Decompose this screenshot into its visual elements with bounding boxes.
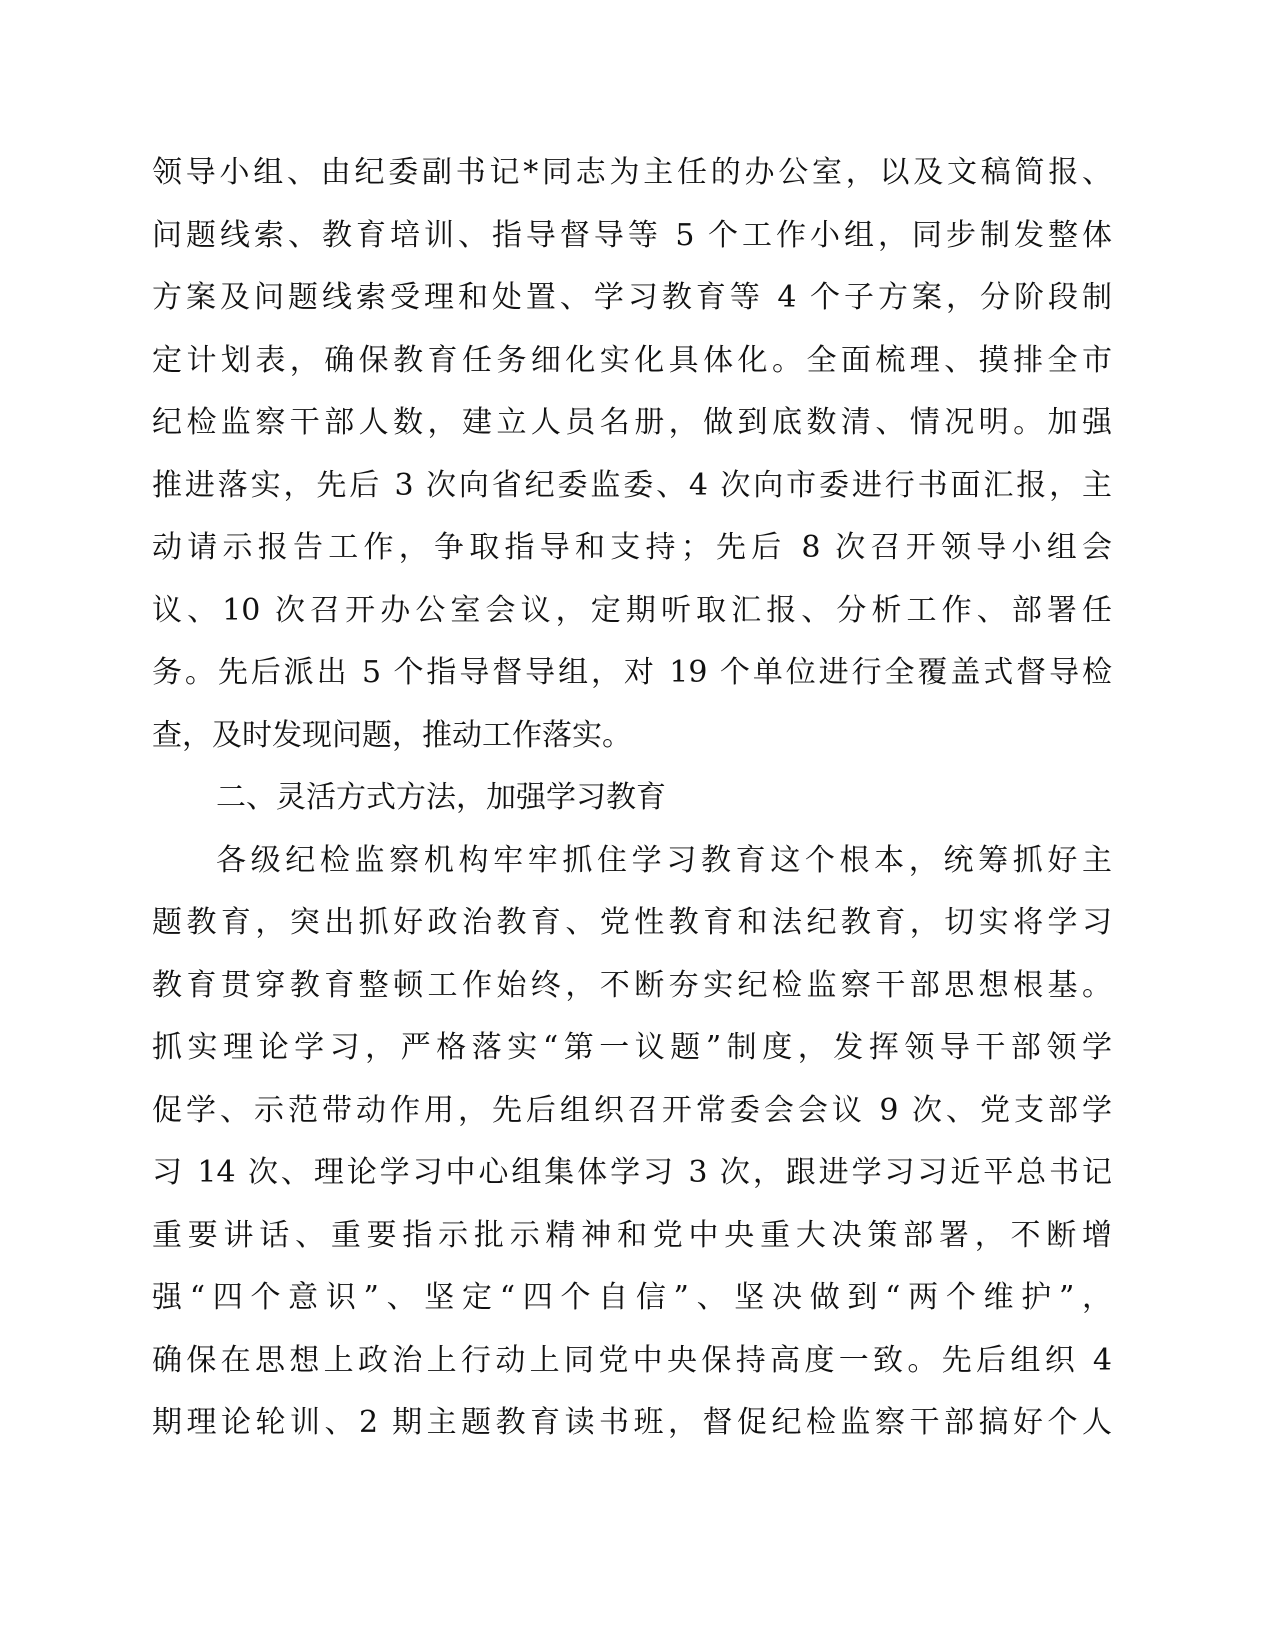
paragraph-2-line-9: 确保在思想上政治上行动上同党中央保持高度一致。先后组织 4 [152, 1343, 1112, 1378]
paragraph-2-line-1: 各级纪检监察机构牢牢抓住学习教育这个根本，统筹抓好主 [216, 843, 1112, 878]
paragraph-2-line-3: 教育贯穿教育整顿工作始终，不断夯实纪检监察干部思想根基。 [152, 968, 1112, 1003]
paragraph-2-line-5: 促学、示范带动作用，先后组织召开常委会会议 9 次、党支部学 [152, 1093, 1112, 1128]
paragraph-2-line-10: 期理论轮训、2 期主题教育读书班，督促纪检监察干部搞好个人 [152, 1405, 1112, 1440]
paragraph-1-line-5: 纪检监察干部人数，建立人员名册，做到底数清、情况明。加强 [152, 405, 1112, 440]
paragraph-1-line-9: 务。先后派出 5 个指导督导组，对 19 个单位进行全覆盖式督导检 [152, 655, 1112, 690]
paragraph-1-line-2: 问题线索、教育培训、指导督导等 5 个工作小组，同步制发整体 [152, 218, 1112, 253]
paragraph-2-line-8: 强“四个意识”、坚定“四个自信”、坚决做到“两个维护”， [152, 1280, 1112, 1315]
paragraph-1-line-10: 查，及时发现问题，推动工作落实。 [152, 718, 632, 753]
paragraph-2-line-6: 习 14 次、理论学习中心组集体学习 3 次，跟进学习习近平总书记 [152, 1155, 1112, 1190]
paragraph-2-line-2: 题教育，突出抓好政治教育、党性教育和法纪教育，切实将学习 [152, 905, 1112, 940]
paragraph-1-line-7: 动请示报告工作，争取指导和支持；先后 8 次召开领导小组会 [152, 530, 1112, 565]
paragraph-2-line-7: 重要讲话、重要指示批示精神和党中央重大决策部署，不断增 [152, 1218, 1112, 1253]
paragraph-1-line-1: 领导小组、由纪委副书记*同志为主任的办公室，以及文稿简报、 [152, 155, 1112, 190]
paragraph-2-line-4: 抓实理论学习，严格落实“第一议题”制度，发挥领导干部领学 [152, 1030, 1112, 1065]
paragraph-1-line-8: 议、10 次召开办公室会议，定期听取汇报、分析工作、部署任 [152, 593, 1112, 628]
paragraph-1-line-4: 定计划表，确保教育任务细化实化具体化。全面梳理、摸排全市 [152, 343, 1112, 378]
paragraph-1-line-3: 方案及问题线索受理和处置、学习教育等 4 个子方案，分阶段制 [152, 280, 1112, 315]
paragraph-1-line-6: 推进落实，先后 3 次向省纪委监委、4 次向市委进行书面汇报，主 [152, 468, 1112, 503]
section-heading-2: 二、灵活方式方法，加强学习教育 [216, 780, 666, 815]
